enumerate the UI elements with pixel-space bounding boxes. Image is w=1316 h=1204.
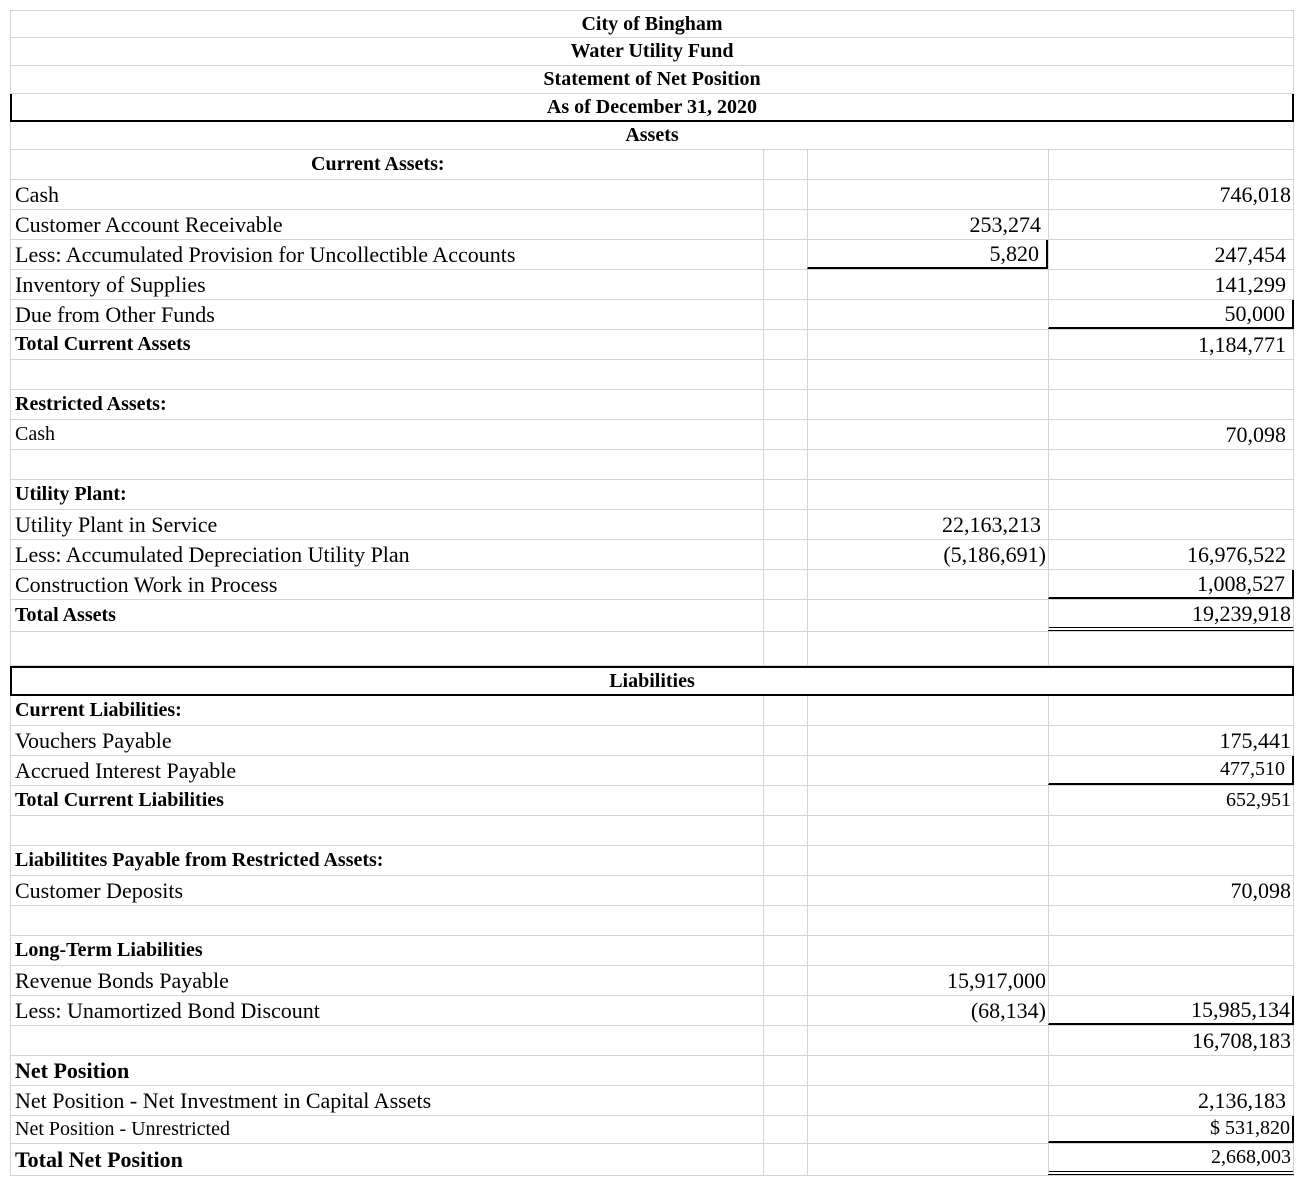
- discount-value: (68,134): [807, 996, 1048, 1025]
- long-term-liabilities-heading: Long-Term Liabilities: [10, 936, 763, 965]
- table-row: [10, 270, 1294, 300]
- inventory-label: Inventory of Supplies: [10, 270, 763, 299]
- bonds-value: 15,917,000: [807, 966, 1048, 995]
- table-row: [10, 600, 1294, 632]
- table-row: [10, 1144, 1294, 1176]
- table-row: [10, 210, 1294, 240]
- table-row: [10, 632, 1294, 666]
- total-current-assets-label: Total Current Assets: [10, 330, 763, 359]
- total-current-liabilities-value: 652,951: [1048, 786, 1294, 815]
- table-row: [10, 1056, 1294, 1086]
- total-net-position-value: 2,668,003: [1048, 1144, 1294, 1175]
- net-bonds-value: 15,985,134: [1048, 996, 1294, 1025]
- table-row: [10, 966, 1294, 996]
- assets-heading: Assets: [10, 122, 1294, 149]
- table-row: [10, 150, 1294, 180]
- table-row: [10, 726, 1294, 756]
- title-row-fund: [10, 38, 1294, 66]
- liabilities-heading: Liabilities: [10, 668, 1294, 694]
- provision-label: Less: Accumulated Provision for Uncollectible Accounts: [10, 240, 763, 269]
- table-row: [10, 756, 1294, 786]
- entity-name: City of Bingham: [10, 11, 1294, 37]
- restricted-cash-label: Cash: [10, 420, 763, 449]
- table-row: [10, 390, 1294, 420]
- restricted-assets-heading: Restricted Assets:: [10, 390, 763, 419]
- assets-heading-row: [10, 122, 1294, 150]
- title-row-entity: [10, 10, 1294, 38]
- title-row-date: [10, 94, 1294, 122]
- vouchers-label: Vouchers Payable: [10, 726, 763, 755]
- table-row: [10, 846, 1294, 876]
- table-row: [10, 420, 1294, 450]
- utility-plant-heading: Utility Plant:: [10, 480, 763, 509]
- net-position-heading: Net Position: [10, 1056, 763, 1085]
- table-row: [10, 786, 1294, 816]
- table-row: [10, 510, 1294, 540]
- unrestricted-label: Net Position - Unrestricted: [10, 1116, 763, 1143]
- provision-value: 5,820: [807, 240, 1048, 269]
- plant-service-value: 22,163,213: [807, 510, 1048, 539]
- table-row: [10, 570, 1294, 600]
- table-row: [10, 876, 1294, 906]
- total-assets-value: 19,239,918: [1048, 600, 1294, 631]
- table-row: [10, 1116, 1294, 1144]
- table-row: [10, 816, 1294, 846]
- total-net-position-label: Total Net Position: [10, 1144, 763, 1175]
- total-current-assets-value: 1,184,771: [1048, 330, 1294, 359]
- net-receivable-value: 247,454: [1048, 240, 1294, 269]
- interest-value: 477,510: [1048, 756, 1294, 785]
- statement-date: As of December 31, 2020: [10, 94, 1294, 120]
- current-liabilities-heading: Current Liabilities:: [10, 696, 763, 725]
- title-row-statement: [10, 66, 1294, 94]
- table-row: [10, 240, 1294, 270]
- table-row: [10, 696, 1294, 726]
- table-row: [10, 936, 1294, 966]
- current-assets-heading: Current Assets:: [10, 150, 763, 179]
- table-row: [10, 330, 1294, 360]
- discount-label: Less: Unamortized Bond Discount: [10, 996, 763, 1025]
- construction-label: Construction Work in Process: [10, 570, 763, 599]
- capital-assets-label: Net Position - Net Investment in Capital Assets: [10, 1086, 763, 1115]
- table-row: [10, 1086, 1294, 1116]
- capital-assets-value: 2,136,183: [1048, 1086, 1294, 1115]
- due-label: Due from Other Funds: [10, 300, 763, 329]
- receivable-label: Customer Account Receivable: [10, 210, 763, 239]
- table-row: [10, 360, 1294, 390]
- table-row: [10, 450, 1294, 480]
- construction-value: 1,008,527: [1048, 570, 1294, 599]
- due-value: 50,000: [1048, 300, 1294, 329]
- table-row: [10, 300, 1294, 330]
- restricted-liabilities-heading: Liabilitites Payable from Restricted Assets:: [10, 846, 763, 875]
- inventory-value: 141,299: [1048, 270, 1294, 299]
- net-plant-value: 16,976,522: [1048, 540, 1294, 569]
- vouchers-value: 175,441: [1048, 726, 1294, 755]
- depreciation-label: Less: Accumulated Depreciation Utility Plan: [10, 540, 763, 569]
- table-row: [10, 1026, 1294, 1056]
- unrestricted-value: $ 531,820: [1048, 1116, 1294, 1143]
- bonds-label: Revenue Bonds Payable: [10, 966, 763, 995]
- table-row: [10, 480, 1294, 510]
- total-assets-label: Total Assets: [10, 600, 763, 631]
- table-row: [10, 906, 1294, 936]
- total-current-liabilities-label: Total Current Liabilities: [10, 786, 763, 815]
- liabilities-heading-row: [10, 666, 1294, 696]
- fund-name: Water Utility Fund: [10, 38, 1294, 65]
- deposits-value: 70,098: [1048, 876, 1294, 905]
- deposits-label: Customer Deposits: [10, 876, 763, 905]
- total-liabilities-value: 16,708,183: [1048, 1026, 1294, 1055]
- interest-label: Accrued Interest Payable: [10, 756, 763, 785]
- receivable-value: 253,274: [807, 210, 1048, 239]
- depreciation-value: (5,186,691): [807, 540, 1048, 569]
- cash-value: 746,018: [1048, 180, 1294, 209]
- restricted-cash-value: 70,098: [1048, 420, 1294, 449]
- statement-name: Statement of Net Position: [10, 66, 1294, 93]
- plant-service-label: Utility Plant in Service: [10, 510, 763, 539]
- table-row: [10, 540, 1294, 570]
- table-row: [10, 996, 1294, 1026]
- table-row: [10, 180, 1294, 210]
- cash-label: Cash: [10, 180, 763, 209]
